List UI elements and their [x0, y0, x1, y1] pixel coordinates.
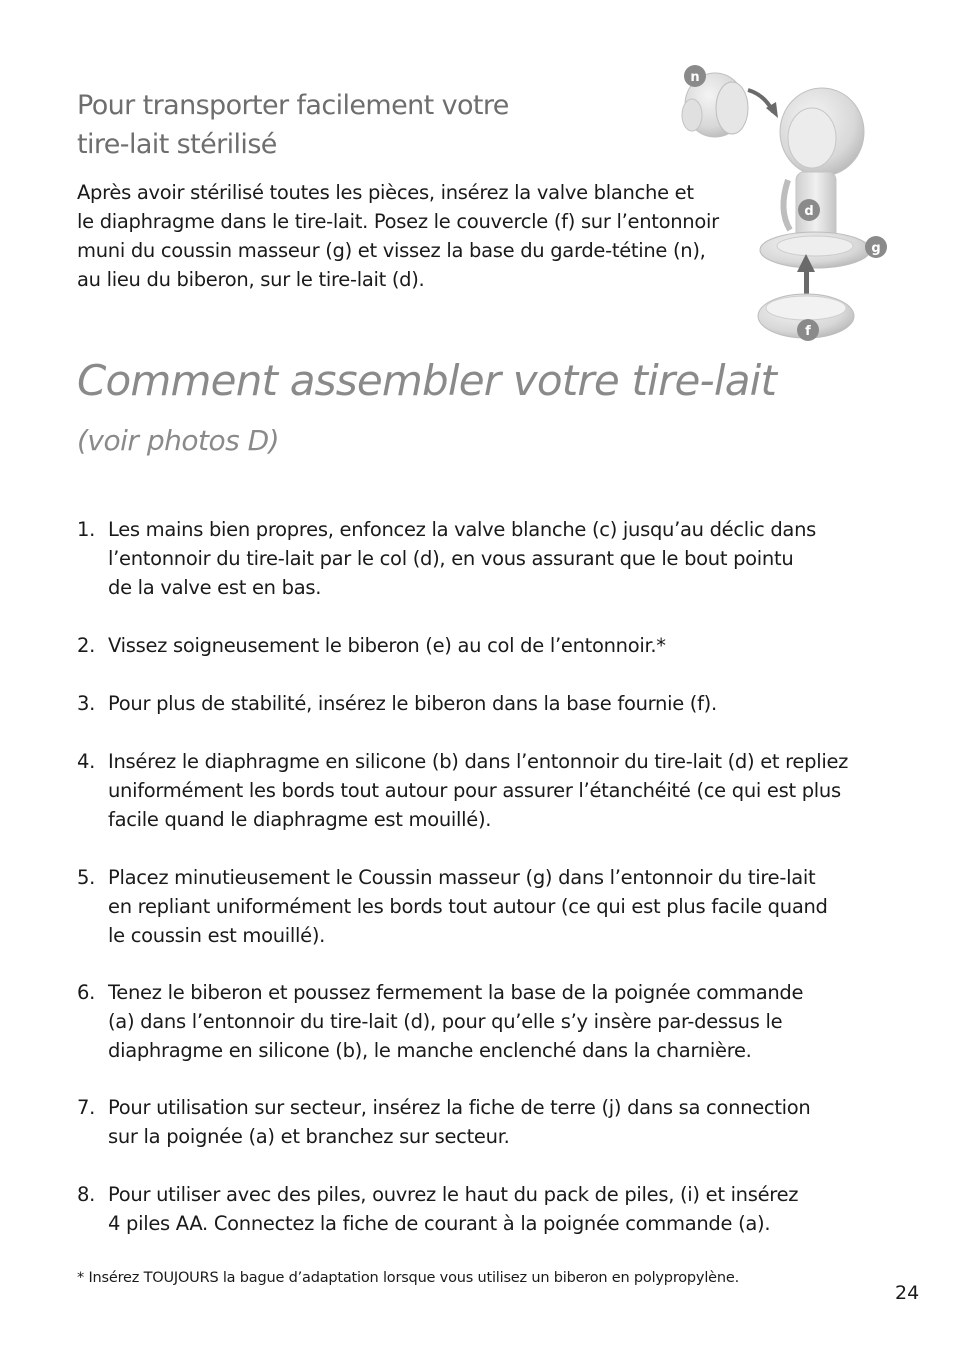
step-text [108, 1180, 878, 1238]
step-line: le coussin est mouillé). [108, 924, 326, 947]
step-line: Pour utilisation sur secteur, insérez la fiche de terre (j) dans sa connection [108, 1096, 811, 1119]
footnote: * Insérez TOUJOURS la bague d’adaptation lorsque vous utilisez un biberon en polypropylène. [77, 1270, 739, 1286]
label-badge-g [865, 236, 887, 258]
label-badge-d [798, 199, 820, 221]
step-number: 1. [77, 518, 96, 541]
subheading-line-1: Pour transporter facilement votre [77, 90, 509, 121]
label-badge-f [797, 319, 819, 341]
section-title: Comment assembler votre tire-lait [77, 356, 777, 405]
step-line: en repliant uniformément les bords tout autour (ce qui est plus facile quand [108, 895, 828, 918]
step-text [108, 863, 878, 950]
intro-line-2: le diaphragme dans le tire-lait. Posez le couvercle (f) sur l’entonnoir [77, 210, 719, 233]
step-line: diaphragme en silicone (b), le manche enclenché dans la charnière. [108, 1039, 752, 1062]
step-number: 3. [77, 692, 96, 715]
step-number: 5. [77, 866, 96, 889]
step-line: uniformément les bords tout autour pour assurer l’étanchéité (ce qui est plus [108, 779, 841, 802]
step-number: 4. [77, 750, 96, 773]
breast-pump-illustration [670, 60, 900, 350]
step-line: Pour utiliser avec des piles, ouvrez le haut du pack de piles, (i) et insérez [108, 1183, 799, 1206]
step-number: 2. [77, 634, 96, 657]
step-line: facile quand le diaphragme est mouillé). [108, 808, 492, 831]
step-line: l’entonnoir du tire-lait par le col (d), en vous assurant que le bout pointu [108, 547, 794, 570]
step-line: Placez minutieusement le Coussin masseur (g) dans l’entonnoir du tire-lait [108, 866, 816, 889]
step-text [108, 978, 878, 1065]
step-text [108, 747, 878, 834]
step-number: 7. [77, 1096, 96, 1119]
step-line: (a) dans l’entonnoir du tire-lait (d), pour qu’elle s’y insère par-dessus le [108, 1010, 783, 1033]
step-number: 8. [77, 1183, 96, 1206]
step-line: Tenez le biberon et poussez fermement la base de la poignée commande [108, 981, 804, 1004]
intro-line-3: muni du coussin masseur (g) et vissez la base du garde-tétine (n), [77, 239, 706, 262]
label-f: f [805, 324, 811, 339]
intro-line-4: au lieu du biberon, sur le tire-lait (d). [77, 268, 425, 291]
step-text [108, 515, 878, 602]
massage-cushion-part [760, 232, 870, 268]
step-text [108, 631, 878, 660]
step-line: Les mains bien propres, enfoncez la valve blanche (c) jusqu’au déclic dans [108, 518, 816, 541]
step-line: Insérez le diaphragme en silicone (b) dans l’entonnoir du tire-lait (d) et repliez [108, 750, 849, 773]
label-badge-n [684, 65, 706, 87]
step-line: Vissez soigneusement le biberon (e) au col de l’entonnoir.* [108, 634, 666, 657]
breast-pump-drawing [670, 60, 900, 350]
page-number: 24 [895, 1282, 920, 1304]
step-line: de la valve est en bas. [108, 576, 322, 599]
step-text [108, 689, 878, 718]
step-line: Pour plus de stabilité, insérez le biberon dans la base fournie (f). [108, 692, 717, 715]
intro-paragraph [77, 178, 757, 294]
label-d: d [804, 204, 814, 219]
pump-body-part [780, 88, 864, 242]
step-text [108, 1093, 878, 1151]
label-g: g [871, 241, 881, 256]
subheading [77, 86, 637, 164]
intro-line-1: Après avoir stérilisé toutes les pièces, insérez la valve blanche et [77, 181, 694, 204]
label-n: n [690, 70, 700, 85]
step-line: sur la poignée (a) et branchez sur secteur. [108, 1125, 510, 1148]
subheading-line-2: tire-lait stérilisé [77, 129, 277, 160]
step-number: 6. [77, 981, 96, 1004]
section-subtitle: (voir photos D) [77, 424, 280, 457]
step-line: 4 piles AA. Connectez la fiche de courant à la poignée commande (a). [108, 1212, 771, 1235]
